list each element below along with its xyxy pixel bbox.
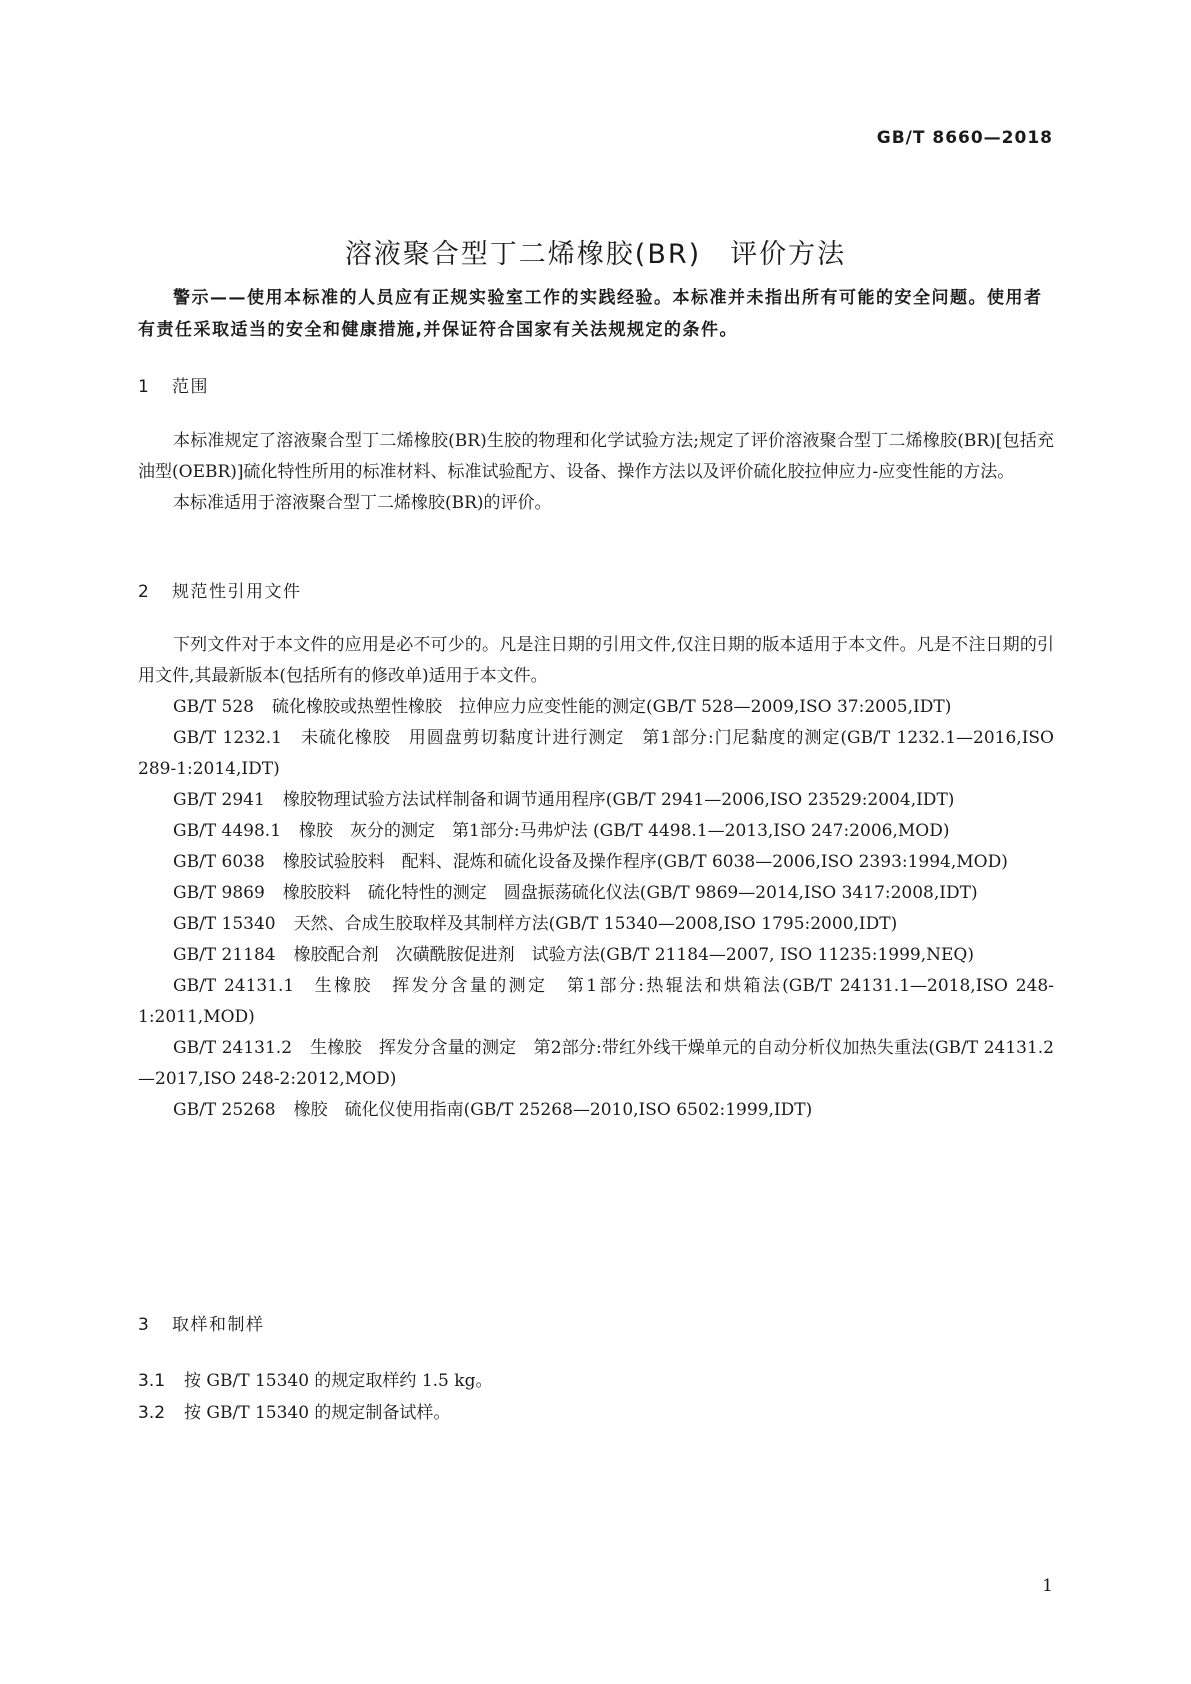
reference-item (138, 692, 1054, 723)
reference-text: 橡胶配合剂 次磺酰胺促进剂 试验方法(GB/T 21184—2007, ISO 11235:1999,NEQ) (293, 945, 974, 965)
section-number: 1 (138, 377, 151, 397)
reference-text: 生橡胶 挥发分含量的测定 第1部分:热辊法和烘箱法(GB/T 24131.1—2018,ISO 248-1:2011,MOD) (138, 976, 1054, 1027)
reference-code: GB/T 21184 (173, 945, 276, 965)
reference-code: GB/T 1232.1 (173, 728, 282, 748)
reference-code: GB/T 4498.1 (173, 821, 282, 841)
reference-item (138, 723, 1054, 785)
section-title: 范围 (172, 377, 209, 397)
reference-code: GB/T 24131.1 (173, 976, 295, 996)
clause-number: 3.2 (138, 1403, 166, 1423)
reference-item (138, 785, 1054, 816)
section-title: 规范性引用文件 (172, 582, 302, 602)
clause-text: 按 GB/T 15340 的规定取样约 1.5 kg。 (184, 1371, 493, 1391)
references-intro: 下列文件对于本文件的应用是必不可少的。凡是注日期的引用文件,仅注日期的版本适用于本文件。凡是不注日期的引用文件,其最新版本(包括所有的修改单)适用于本文件。 (138, 635, 1054, 686)
section-heading-scope (138, 372, 209, 397)
page-number: 1 (1042, 1576, 1053, 1596)
sampling-body (138, 1365, 1054, 1429)
reference-text: 橡胶 硫化仪使用指南(GB/T 25268—2010,ISO 6502:1999,IDT) (293, 1100, 813, 1120)
reference-code: GB/T 2941 (173, 790, 265, 810)
reference-code: GB/T 15340 (173, 914, 276, 934)
references-body (138, 630, 1054, 1126)
reference-code: GB/T 24131.2 (173, 1038, 293, 1058)
reference-code: GB/T 6038 (173, 852, 265, 872)
reference-item (138, 1033, 1054, 1095)
clause-item (138, 1365, 1054, 1397)
section-title: 取样和制样 (172, 1315, 265, 1335)
reference-item (138, 816, 1054, 847)
reference-item (138, 940, 1054, 971)
reference-text: 橡胶试验胶料 配料、混炼和硫化设备及操作程序(GB/T 6038—2006,ISO 2393:1994,MOD) (282, 852, 1008, 872)
warning-text: 警示——使用本标准的人员应有正规实验室工作的实践经验。本标准并未指出所有可能的安全问题。使用者有责任采取适当的安全和健康措施,并保证符合国家有关法规规定的条件。 (138, 288, 1043, 340)
standard-code: GB/T 8660—2018 (876, 128, 1053, 148)
reference-text: 橡胶胶料 硫化特性的测定 圆盘振荡硫化仪法(GB/T 9869—2014,ISO 3417:2008,IDT) (282, 883, 978, 903)
section-heading-normative-references (138, 577, 302, 602)
reference-item (138, 878, 1054, 909)
reference-code: GB/T 9869 (173, 883, 265, 903)
reference-item (138, 909, 1054, 940)
section-number: 3 (138, 1315, 151, 1335)
warning-block (138, 282, 1054, 346)
reference-code: GB/T 528 (173, 697, 254, 717)
section-heading-sampling (138, 1310, 265, 1335)
reference-text: 橡胶物理试验方法试样制备和调节通用程序(GB/T 2941—2006,ISO 23529:2004,IDT) (282, 790, 955, 810)
scope-paragraph: 本标准规定了溶液聚合型丁二烯橡胶(BR)生胶的物理和化学试验方法;规定了评价溶液聚合型丁二烯橡胶(BR)[包括充油型(OEBR)]硫化特性所用的标准材料、标准试验配方、设备、操作方法以及评价硫化胶拉伸应力-应变性能的方法。 (138, 431, 1054, 482)
document-title: 溶液聚合型丁二烯橡胶(BR) 评价方法 (344, 239, 847, 270)
reference-text: 天然、合成生胶取样及其制样方法(GB/T 15340—2008,ISO 1795:2000,IDT) (293, 914, 898, 934)
section-number: 2 (138, 582, 151, 602)
reference-text: 未硫化橡胶 用圆盘剪切黏度计进行测定 第1部分:门尼黏度的测定(GB/T 1232.1—2016,ISO 289-1:2014,IDT) (138, 728, 1054, 779)
scope-body (138, 426, 1054, 519)
reference-text: 生橡胶 挥发分含量的测定 第2部分:带红外线干燥单元的自动分析仪加热失重法(GB/T 24131.2—2017,ISO 248-2:2012,MOD) (138, 1038, 1054, 1089)
reference-text: 硫化橡胶或热塑性橡胶 拉伸应力应变性能的测定(GB/T 528—2009,ISO 37:2005,IDT) (272, 697, 952, 717)
clause-number: 3.1 (138, 1371, 166, 1391)
reference-item (138, 971, 1054, 1033)
reference-item (138, 847, 1054, 878)
clause-item (138, 1397, 1054, 1429)
reference-text: 橡胶 灰分的测定 第1部分:马弗炉法 (GB/T 4498.1—2013,ISO 247:2006,MOD) (299, 821, 950, 841)
reference-item (138, 1095, 1054, 1126)
clause-text: 按 GB/T 15340 的规定制备试样。 (184, 1403, 451, 1423)
scope-paragraph: 本标准适用于溶液聚合型丁二烯橡胶(BR)的评价。 (173, 493, 552, 513)
reference-code: GB/T 25268 (173, 1100, 276, 1120)
